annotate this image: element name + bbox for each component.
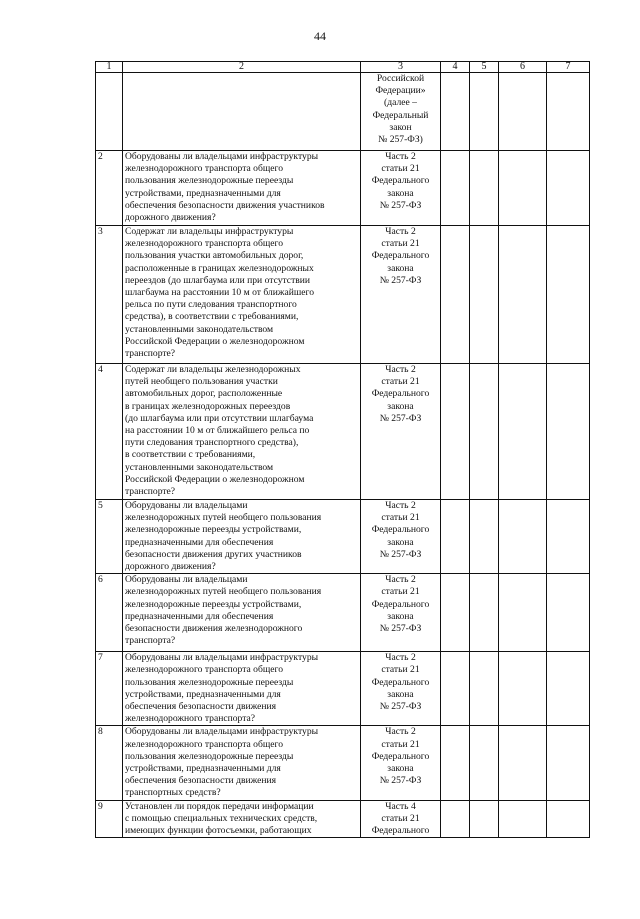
checklist-table <box>95 61 590 838</box>
reference-line: Федерального <box>371 250 430 262</box>
header-col-7: 7 <box>547 62 590 73</box>
reference-line: Федерального <box>371 524 430 536</box>
not-applicable-cell <box>499 500 547 574</box>
reference-line: № 257-ФЗ <box>379 274 422 286</box>
answer-yes-cell <box>441 226 470 364</box>
question-line: железнодорожных путей необщего пользования <box>125 512 322 524</box>
row-number: 6 <box>96 574 123 652</box>
reference-line: Часть 2 <box>385 151 416 162</box>
question-line: предназначенными для обеспечения <box>125 610 274 622</box>
answer-no-cell <box>470 73 499 151</box>
reference-line: закона <box>387 688 414 700</box>
note-cell <box>547 226 590 364</box>
question-line: дорожного движения? <box>125 561 216 573</box>
question-cell <box>123 800 361 838</box>
question-line: устройствами, предназначенными для <box>125 763 281 775</box>
reference-line: статьи 21 <box>381 512 420 524</box>
question-line: пути следования транспортного средства), <box>125 437 299 449</box>
note-cell <box>547 726 590 800</box>
reference-line: статьи 21 <box>381 586 420 598</box>
reference-line: Федерального <box>371 388 430 400</box>
note-cell <box>547 500 590 574</box>
table-row <box>96 800 590 838</box>
question-cell <box>123 726 361 800</box>
reference-line: Часть 2 <box>385 226 416 237</box>
reference-line: статьи 21 <box>381 812 420 824</box>
reference-line: закона <box>387 610 414 622</box>
question-line: Содержат ли владельцы инфраструктуры <box>125 226 294 237</box>
question-line: путей необщего пользования участки <box>125 376 278 388</box>
question-line: железнодорожного транспорта общего <box>125 738 283 750</box>
not-applicable-cell <box>499 652 547 726</box>
table-row <box>96 226 590 364</box>
not-applicable-cell <box>499 73 547 151</box>
reference-line: закон <box>389 121 412 133</box>
table-row <box>96 73 590 151</box>
reference-line: Федерального <box>371 598 430 610</box>
answer-no-cell <box>470 652 499 726</box>
answer-yes-cell <box>441 652 470 726</box>
question-line: Оборудованы ли владельцами <box>125 574 248 586</box>
question-line: устройствами, предназначенными для <box>125 187 281 199</box>
note-cell <box>547 151 590 226</box>
reference-line: Федерального <box>371 175 430 187</box>
row-number: 4 <box>96 364 123 500</box>
table-row <box>96 574 590 652</box>
answer-yes-cell <box>441 574 470 652</box>
question-cell <box>123 73 361 151</box>
question-line: устройствами, предназначенными для <box>125 688 281 700</box>
not-applicable-cell <box>499 151 547 226</box>
legal-reference-cell <box>361 652 441 726</box>
reference-line: статьи 21 <box>381 738 420 750</box>
legal-reference-cell <box>361 73 441 151</box>
answer-yes-cell <box>441 800 470 838</box>
reference-line: Часть 2 <box>385 726 416 738</box>
table-row <box>96 151 590 226</box>
reference-line: Российской <box>376 73 425 84</box>
question-line: безопасности движения железнодорожного <box>125 623 303 635</box>
question-line: обеспечения безопасности движения <box>125 775 277 787</box>
table-row <box>96 726 590 800</box>
question-line: железнодорожные переезды устройствами, <box>125 524 302 536</box>
legal-reference-cell <box>361 726 441 800</box>
answer-no-cell <box>470 151 499 226</box>
question-line: транспорта? <box>125 635 176 647</box>
question-line: железнодорожного транспорта общего <box>125 238 283 250</box>
question-line: Оборудованы ли владельцами <box>125 500 248 511</box>
question-line: Российской Федерации о железнодорожном <box>125 335 305 347</box>
page-number: 44 <box>314 29 326 43</box>
reference-line: закона <box>387 187 414 199</box>
table-row <box>96 500 590 574</box>
reference-line: статьи 21 <box>381 238 420 250</box>
reference-line: Федерального <box>371 676 430 688</box>
legal-reference-cell <box>361 364 441 500</box>
question-line: Установлен ли порядок передачи информации <box>125 800 314 812</box>
table-row <box>96 364 590 500</box>
legal-reference-cell <box>361 226 441 364</box>
reference-line: № 257-ФЗ <box>379 775 422 787</box>
question-line: установленными законодательством <box>125 323 274 335</box>
reference-line: № 257-ФЗ) <box>378 134 423 146</box>
question-line: пользования железнодорожные переезды <box>125 676 294 688</box>
legal-reference-cell <box>361 151 441 226</box>
answer-no-cell <box>470 226 499 364</box>
reference-line: Часть 2 <box>385 574 416 586</box>
question-line: на расстоянии 10 м от ближайшего рельса по <box>125 425 310 437</box>
reference-line: Часть 2 <box>385 652 416 664</box>
reference-line: № 257-ФЗ <box>379 623 422 635</box>
header-col-1: 1 <box>96 62 123 73</box>
not-applicable-cell <box>499 726 547 800</box>
row-number <box>96 73 123 151</box>
reference-line: Часть 4 <box>385 800 416 812</box>
row-number: 5 <box>96 500 123 574</box>
answer-no-cell <box>470 726 499 800</box>
reference-line: Часть 2 <box>385 500 416 511</box>
reference-line: № 257-ФЗ <box>379 199 422 211</box>
reference-line: закона <box>387 262 414 274</box>
question-line: в границах железнодорожных переездов <box>125 400 291 412</box>
question-cell <box>123 500 361 574</box>
answer-yes-cell <box>441 73 470 151</box>
question-line: в соответствии с требованиями, <box>125 449 256 461</box>
reference-line: Федерального <box>371 750 430 762</box>
question-cell <box>123 226 361 364</box>
reference-line: статьи 21 <box>381 376 420 388</box>
question-line: (до шлагбаума или при отсутствии шлагбаума <box>125 412 314 424</box>
question-line: автомобильных дорог, расположенные <box>125 388 283 400</box>
answer-no-cell <box>470 574 499 652</box>
header-col-5: 5 <box>470 62 499 73</box>
question-line: дорожного движения? <box>125 212 216 224</box>
not-applicable-cell <box>499 226 547 364</box>
reference-line: закона <box>387 763 414 775</box>
header-col-2: 2 <box>123 62 361 73</box>
question-line: средства), в соответствии с требованиями, <box>125 311 299 323</box>
reference-line: Федерации» <box>375 85 426 97</box>
legal-reference-cell <box>361 500 441 574</box>
row-number: 9 <box>96 800 123 838</box>
answer-no-cell <box>470 364 499 500</box>
question-line: железнодорожного транспорта общего <box>125 163 283 175</box>
legal-reference-cell <box>361 574 441 652</box>
note-cell <box>547 73 590 151</box>
question-line: железнодорожного транспорта общего <box>125 664 283 676</box>
not-applicable-cell <box>499 800 547 838</box>
header-col-3: 3 <box>361 62 441 73</box>
question-cell <box>123 652 361 726</box>
question-line: безопасности движения других участников <box>125 548 302 560</box>
reference-line: № 257-ФЗ <box>379 701 422 713</box>
reference-line: Федеральный <box>372 109 429 121</box>
question-line: Оборудованы ли владельцами инфраструктуры <box>125 726 319 738</box>
question-line: Содержат ли владельцы железнодорожных <box>125 364 301 375</box>
reference-line: закона <box>387 536 414 548</box>
answer-no-cell <box>470 500 499 574</box>
question-line: Российской Федерации о железнодорожном <box>125 473 305 485</box>
row-number: 7 <box>96 652 123 726</box>
note-cell <box>547 574 590 652</box>
answer-yes-cell <box>441 364 470 500</box>
note-cell <box>547 652 590 726</box>
reference-line: № 257-ФЗ <box>379 548 422 560</box>
note-cell <box>547 800 590 838</box>
table-body <box>96 73 590 838</box>
row-number: 8 <box>96 726 123 800</box>
question-line: рельса по пути следования транспортного <box>125 299 297 311</box>
question-line: железнодорожного транспорта? <box>125 713 256 725</box>
question-line: пользования железнодорожные переезды <box>125 750 294 762</box>
question-line: переездов (до шлагбаума или при отсутствии <box>125 274 311 286</box>
question-line: расположенные в границах железнодорожных <box>125 262 314 274</box>
reference-line: Федерального <box>371 825 430 837</box>
question-line: с помощью специальных технических средств, <box>125 812 318 824</box>
reference-line: закона <box>387 400 414 412</box>
question-line: пользования участки автомобильных дорог, <box>125 250 304 262</box>
question-line: железнодорожных путей необщего пользования <box>125 586 322 598</box>
reference-line: статьи 21 <box>381 163 420 175</box>
row-number: 2 <box>96 151 123 226</box>
question-line: имеющих функции фотосъемки, работающих <box>125 825 312 837</box>
question-line: Оборудованы ли владельцами инфраструктуры <box>125 151 319 162</box>
header-row <box>96 62 590 73</box>
answer-yes-cell <box>441 151 470 226</box>
question-line: транспортных средств? <box>125 787 221 799</box>
answer-no-cell <box>470 800 499 838</box>
question-cell <box>123 151 361 226</box>
not-applicable-cell <box>499 574 547 652</box>
question-line: пользования железнодорожные переезды <box>125 175 294 187</box>
table-row <box>96 652 590 726</box>
row-number: 3 <box>96 226 123 364</box>
header-col-6: 6 <box>499 62 547 73</box>
legal-reference-cell <box>361 800 441 838</box>
question-line: обеспечения безопасности движения участников <box>125 199 325 211</box>
note-cell <box>547 364 590 500</box>
question-line: транспорте? <box>125 486 176 498</box>
question-cell <box>123 364 361 500</box>
reference-line: статьи 21 <box>381 664 420 676</box>
question-line: Оборудованы ли владельцами инфраструктуры <box>125 652 319 664</box>
question-line: транспорте? <box>125 348 176 360</box>
question-line: установленными законодательством <box>125 461 274 473</box>
reference-line: Часть 2 <box>385 364 416 375</box>
question-line: предназначенными для обеспечения <box>125 536 274 548</box>
reference-line: № 257-ФЗ <box>379 412 422 424</box>
header-col-4: 4 <box>441 62 470 73</box>
question-line: железнодорожные переезды устройствами, <box>125 598 302 610</box>
not-applicable-cell <box>499 364 547 500</box>
answer-yes-cell <box>441 500 470 574</box>
question-line: шлагбаума на расстоянии 10 м от ближайшего <box>125 287 315 299</box>
answer-yes-cell <box>441 726 470 800</box>
reference-line: (далее – <box>384 97 417 109</box>
question-cell <box>123 574 361 652</box>
question-line: обеспечения безопасности движения <box>125 701 277 713</box>
